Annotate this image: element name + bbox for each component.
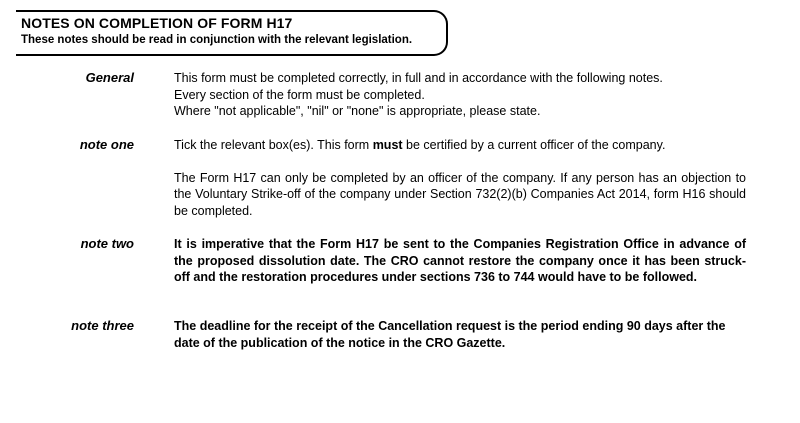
note-label-three: note three [71, 318, 134, 333]
general-line-2: Every section of the form must be completed. [174, 87, 425, 102]
note-body-general [174, 70, 746, 120]
note-one-para-1-before: Tick the relevant box(es). This form [174, 138, 373, 152]
note-one-para-2: The Form H17 can only be completed by an officer of the company. If any person has an objection to the Voluntary Strike-off of the company under Section 732(2)(b) Companies Act 2014, form H16 should be completed. [174, 170, 746, 218]
note-label-general: General [85, 70, 134, 85]
note-body-two: It is imperative that the Form H17 be sent to the Companies Registration Office in advance of the proposed dissolution date. The CRO cannot restore the company once it has been struck-off and the restoration procedures under sections 736 to 744 would have to be followed. [174, 237, 746, 284]
general-line-3: Where "not applicable", "nil" or "none" is appropriate, please state. [174, 104, 541, 118]
note-one-para-1-emphasis: must [372, 138, 403, 152]
note-label-one: note one [79, 137, 134, 152]
note-label-two: note two [80, 236, 134, 251]
note-body-one [174, 137, 746, 219]
note-body-three: The deadline for the receipt of the Cancellation request is the period ending 90 days after the date of the publication of the notice in the CRO Gazette. [174, 319, 726, 350]
general-line-1: This form must be completed correctly, in full and in accordance with the following notes. [174, 71, 663, 85]
note-one-para-1-after: be certified by a current officer of the company. [402, 138, 666, 152]
note-one-para-1 [174, 137, 746, 154]
page-subtitle: These notes should be read in conjunction with the relevant legislation. [21, 34, 413, 46]
page-title: NOTES ON COMPLETION OF FORM H17 [21, 15, 293, 31]
